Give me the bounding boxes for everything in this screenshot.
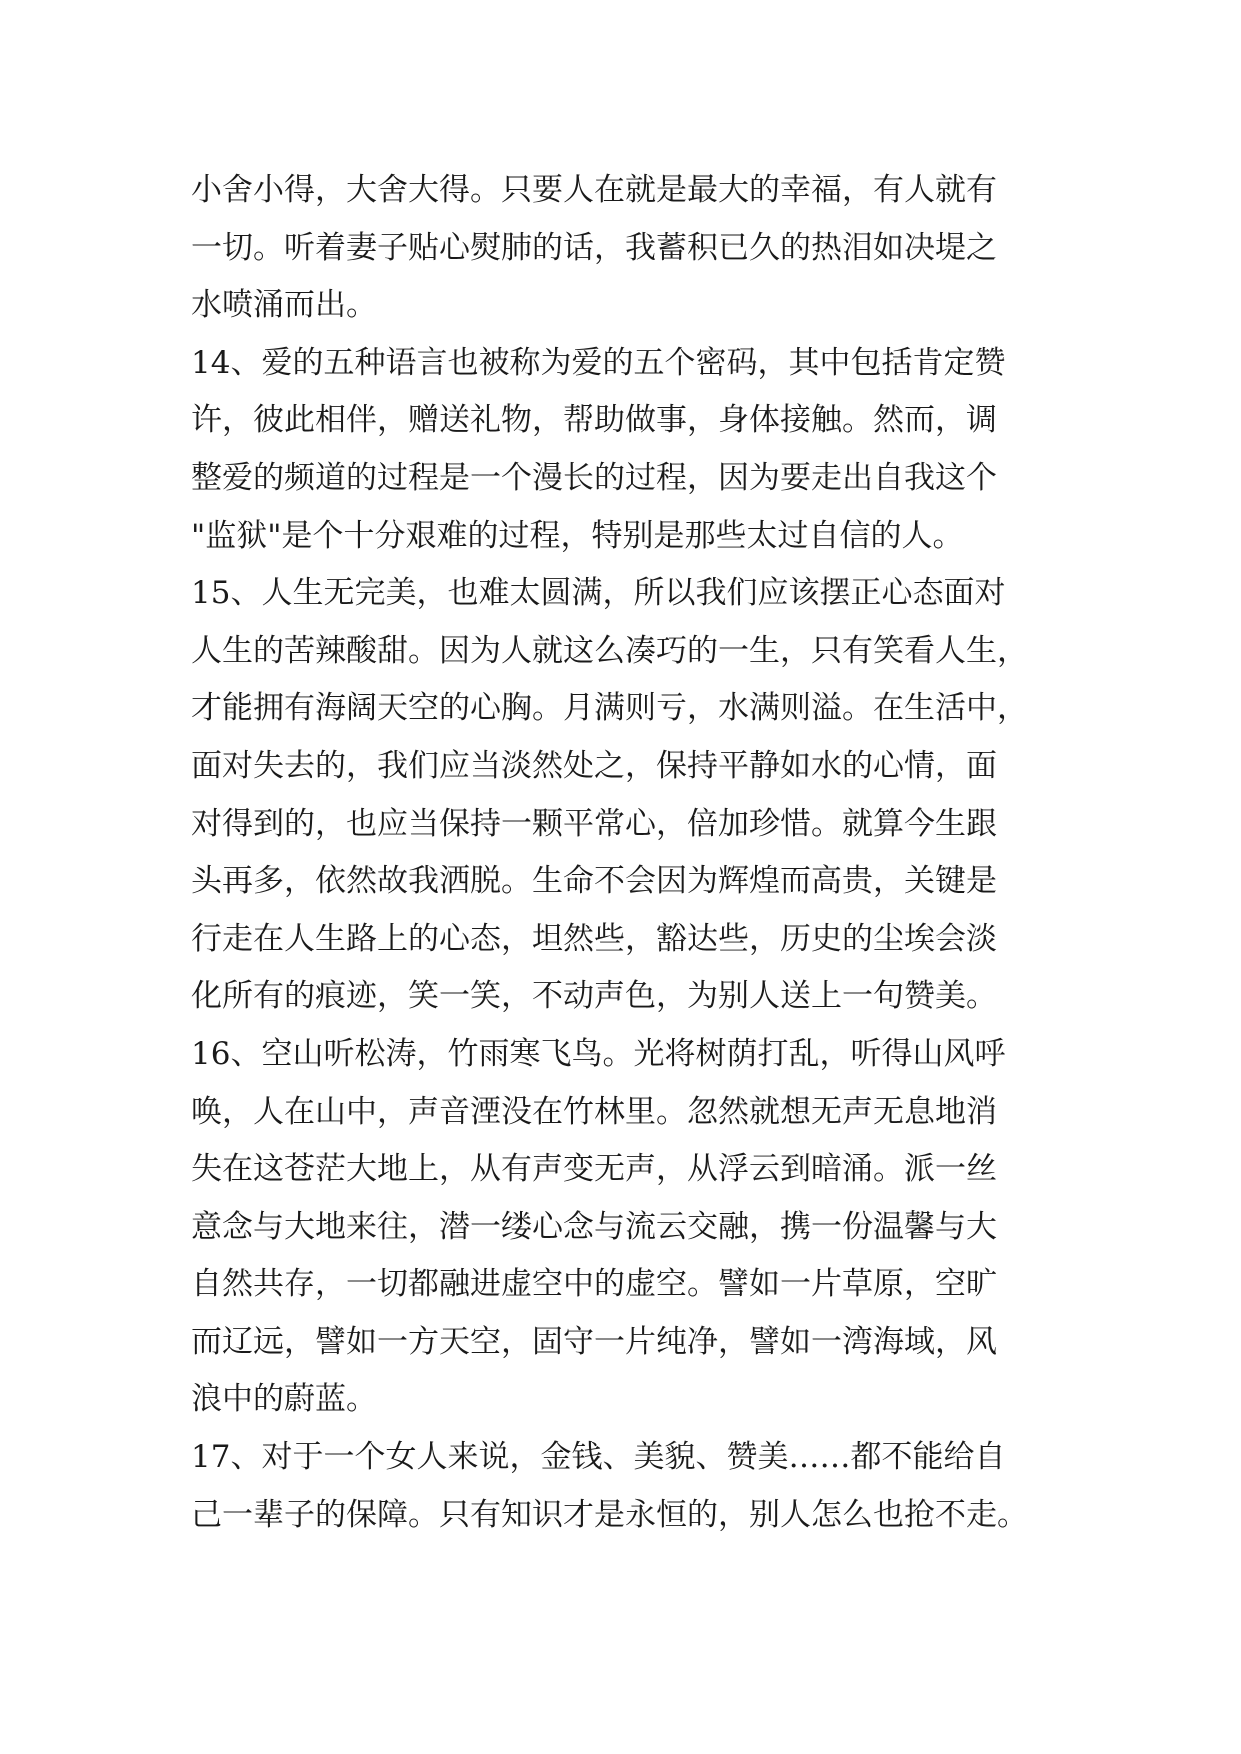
text-line: 才能拥有海阔天空的心胸。月满则亏，水满则溢。在生活中， — [191, 690, 1028, 727]
text-line: 一切。听着妻子贴心熨肺的话，我蓄积已久的热泪如决堤之 — [191, 229, 997, 266]
text-line: 化所有的痕迹，笑一笑，不动声色，为别人送上一句赞美。 — [191, 978, 997, 1015]
text-line: 意念与大地来往，潜一缕心念与流云交融，携一份温馨与大 — [191, 1208, 997, 1245]
text-line: 15、人生无完美，也难太圆满，所以我们应该摆正心态面对 — [191, 575, 1006, 612]
body-text — [191, 162, 1071, 1544]
text-line: "监狱"是个十分艰难的过程，特别是那些太过自信的人。 — [191, 517, 964, 554]
text-line: 行走在人生路上的心态，坦然些，豁达些，历史的尘埃会淡 — [191, 920, 997, 957]
text-line: 面对失去的，我们应当淡然处之，保持平静如水的心情，面 — [191, 747, 997, 784]
text-line: 对得到的，也应当保持一颗平常心，倍加珍惜。就算今生跟 — [191, 805, 997, 842]
text-line: 自然共存，一切都融进虚空中的虚空。譬如一片草原，空旷 — [191, 1266, 997, 1303]
text-line: 许，彼此相伴，赠送礼物，帮助做事，身体接触。然而，调 — [191, 402, 997, 439]
text-line: 小舍小得，大舍大得。只要人在就是最大的幸福，有人就有 — [191, 172, 997, 208]
text-line: 整爱的频道的过程是一个漫长的过程，因为要走出自我这个 — [191, 459, 997, 496]
text-line: 失在这苍茫大地上，从有声变无声，从浮云到暗涌。派一丝 — [191, 1151, 997, 1188]
text-line: 14、爱的五种语言也被称为爱的五个密码，其中包括肯定赞 — [191, 344, 1006, 381]
text-line: 16、空山听松涛，竹雨寒飞鸟。光将树荫打乱，听得山风呼 — [191, 1035, 1006, 1072]
text-line: 而辽远，譬如一方天空，固守一片纯净，譬如一湾海域，风 — [191, 1323, 997, 1360]
text-line: 浪中的蔚蓝。 — [191, 1381, 377, 1418]
text-line: 唤，人在山中，声音湮没在竹林里。忽然就想无声无息地消 — [191, 1093, 997, 1130]
text-line: 人生的苦辣酸甜。因为人就这么凑巧的一生，只有笑看人生， — [191, 632, 1028, 669]
text-line: 17、对于一个女人来说，金钱、美貌、赞美……都不能给自 — [191, 1439, 1006, 1476]
text-line: 头再多，依然故我洒脱。生命不会因为辉煌而高贵，关键是 — [191, 863, 997, 900]
text-line: 己一辈子的保障。只有知识才是永恒的，别人怎么也抢不走。 — [191, 1496, 1028, 1533]
text-line: 水喷涌而出。 — [191, 287, 377, 324]
